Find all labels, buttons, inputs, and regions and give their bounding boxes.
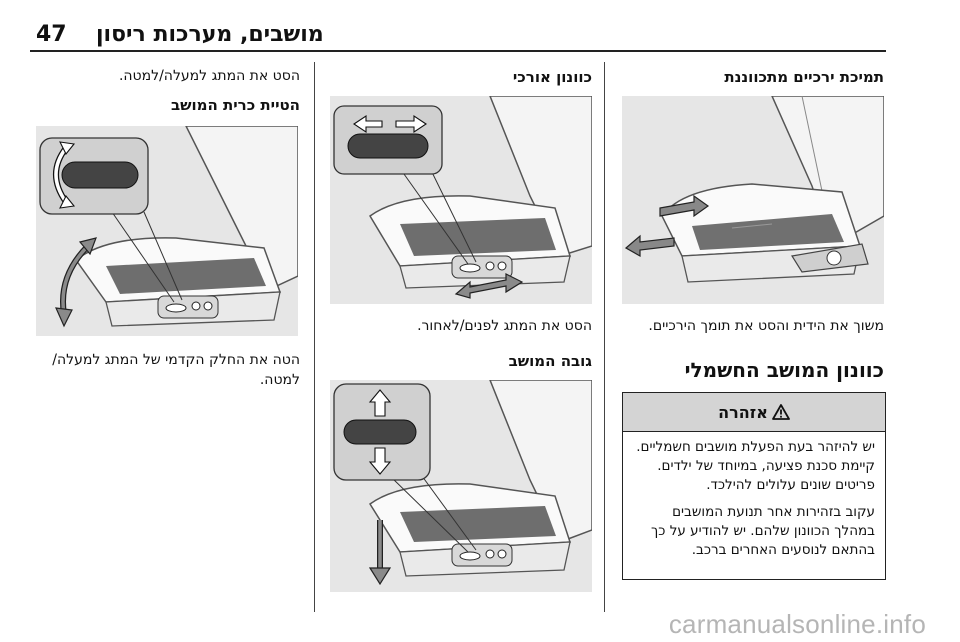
cushion-tilt-caption: הטה את החלק הקדמי של המתג למעלה/ למטה. — [52, 352, 300, 388]
warning-triangle-icon — [772, 404, 790, 420]
warning-paragraph-1: יש להיזהר בעת הפעלת מושבים חשמליים. קיימת סכנת פציעה, במיוחד של ילדים. פריטים שונים עלולים להילכד. — [636, 439, 875, 493]
column-divider-left — [314, 62, 315, 612]
thigh-support-illustration — [622, 96, 884, 304]
seat-height-illustration — [330, 380, 592, 592]
page-number: 47 — [36, 22, 67, 47]
longitudinal-adjustment-illustration — [330, 96, 592, 304]
thigh-support-heading: תמיכת ירכיים מתכווננת — [724, 68, 884, 86]
cushion-tilt-illustration — [36, 126, 298, 336]
longitudinal-adjustment-caption: הסט את המתג לפנים/לאחור. — [417, 318, 592, 334]
chapter-title: מושבים, מערכות ריסון — [96, 22, 324, 47]
cushion-tilt-heading: הטיית כרית המושב — [170, 96, 300, 114]
warning-box — [622, 392, 886, 580]
seat-height-heading: גובה המושב — [508, 352, 592, 370]
longitudinal-adjustment-heading: כוונון אורכי — [512, 68, 592, 86]
watermark: carmanualsonline.info — [668, 609, 926, 639]
warning-header — [623, 393, 885, 432]
thigh-support-caption: משוך את הידית והסט את תומך הירכיים. — [648, 318, 884, 334]
column-divider-right — [604, 62, 605, 612]
seat-height-caption: הסט את המתג למעלה/למטה. — [118, 68, 300, 84]
header-rule — [30, 50, 886, 52]
warning-paragraph-2: עקוב בזהירות אחר תנועת המושבים במהלך הכוונון שלהם. יש להודיע על כך בהתאם לנוסעים האחרים ברכב. — [651, 504, 875, 558]
power-seat-heading: כוונון המושב החשמלי — [684, 358, 884, 382]
warning-title: אזהרה — [718, 402, 768, 422]
